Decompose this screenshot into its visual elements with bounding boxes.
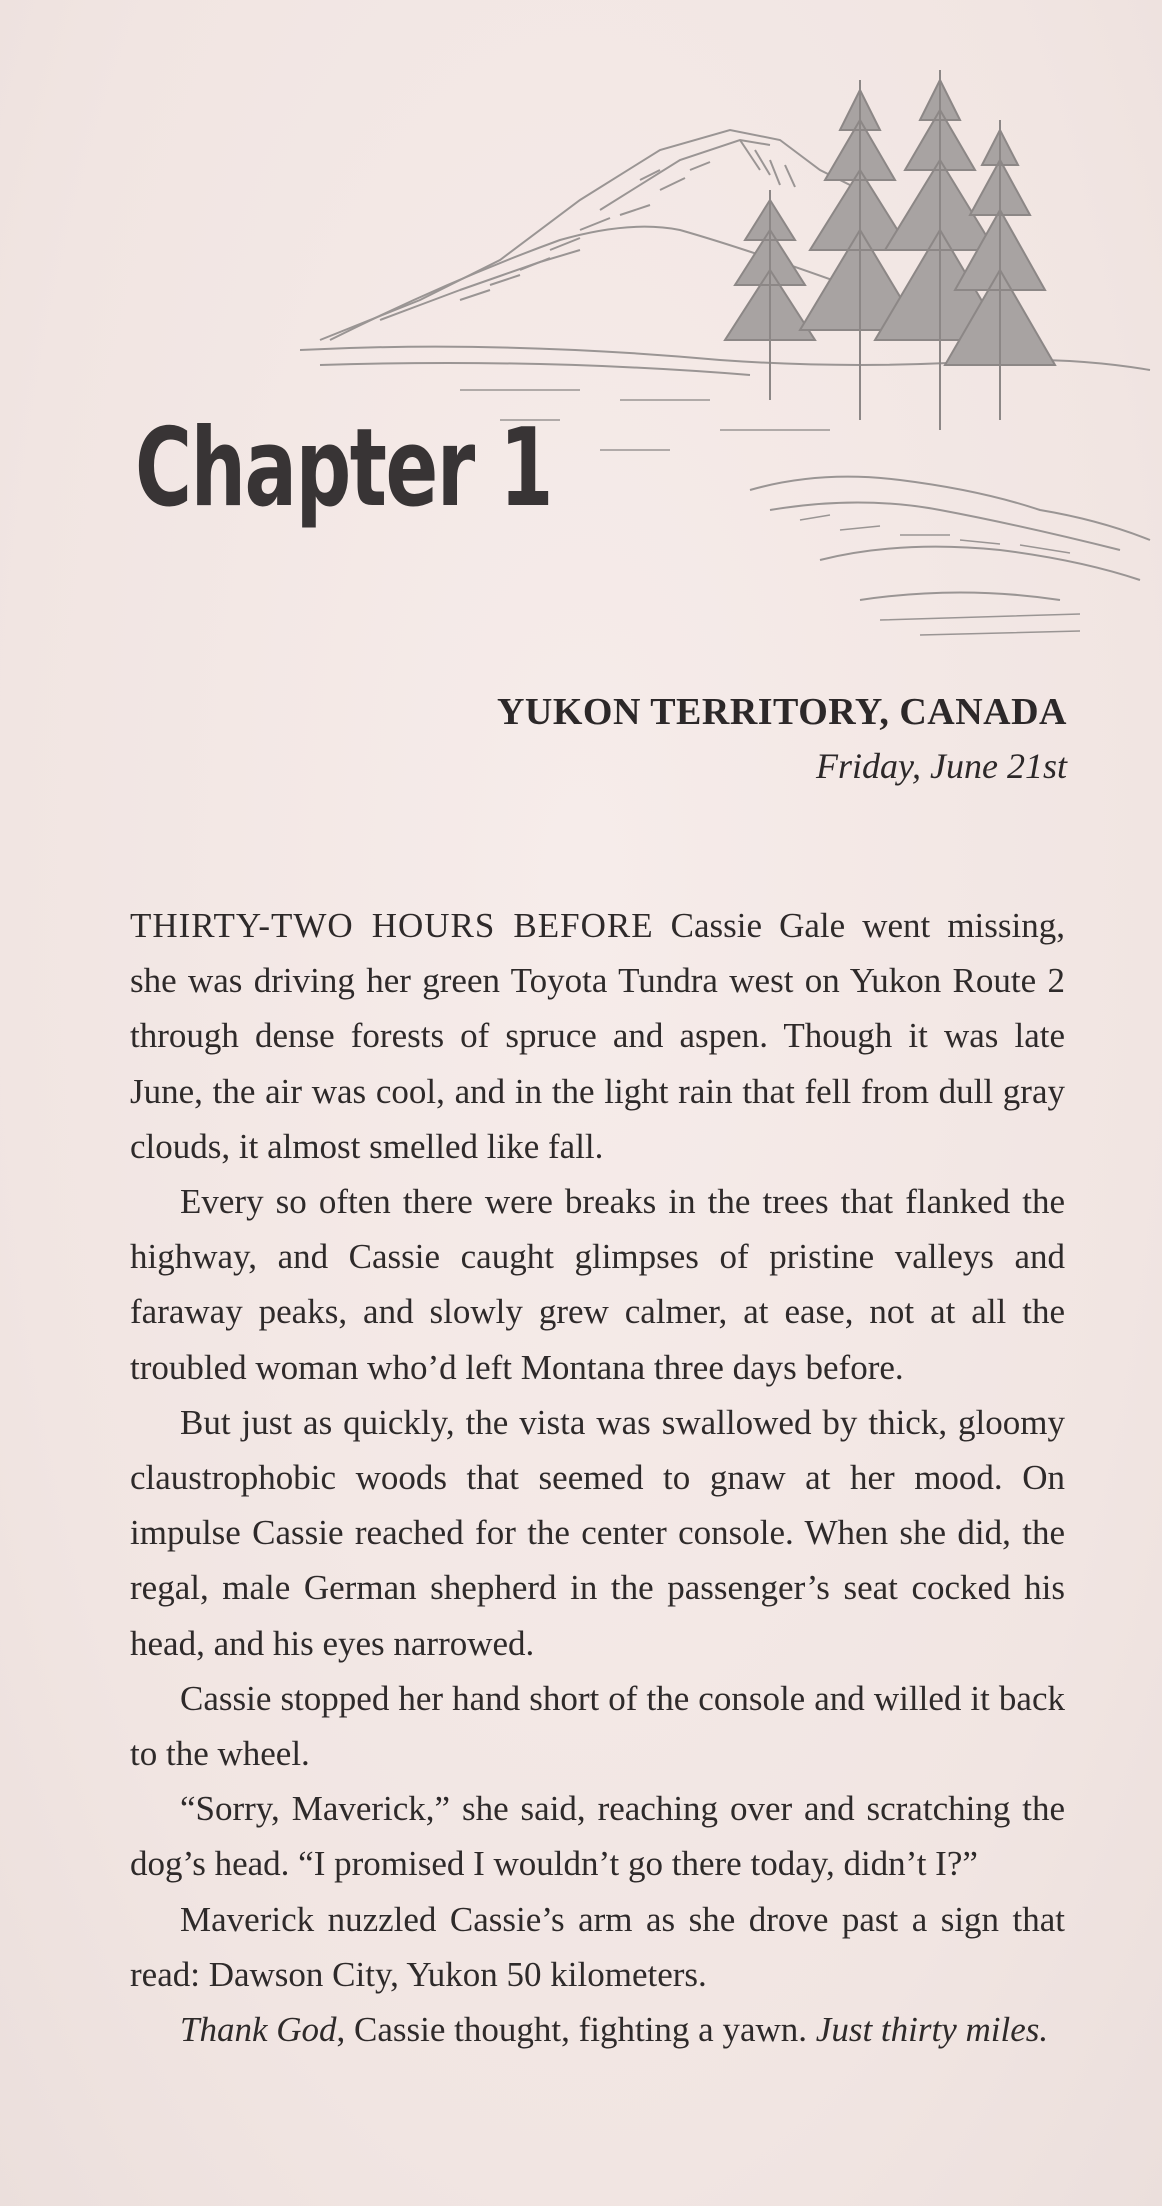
date-subheading: Friday, June 21st [816, 746, 1067, 786]
paragraph-1 [130, 898, 1065, 1174]
chapter-title: Chapter 1 [135, 406, 553, 531]
paragraph-1-text: Cassie Gale went missing, she was driving her green Toyota Tundra west on Yukon Route 2 through dense forests of spruce and aspen. Though it was late June, the air was cool, and in the light rain that fell from dull gray clouds, it almost smelled like fall. [130, 906, 1065, 1166]
mountain-lake-sketch-icon [300, 40, 1160, 640]
chapter-body [130, 898, 1065, 2057]
paragraph-2: Every so often there were breaks in the trees that flanked the highway, and Cassie caught glimpses of pristine valleys and faraway peaks, and slowly grew calmer, at ease, not at all the troubled woman who’d left Montana three days before. [130, 1182, 1065, 1387]
paragraph-6: Maverick nuzzled Cassie’s arm as she drove past a sign that read: Dawson City, Yukon 50 kilometers. [130, 1899, 1065, 1994]
paragraph-7 [130, 2002, 1065, 2057]
paragraph-7-text: , Cassie thought, fighting a yawn. [336, 2010, 816, 2050]
italic-thought-end: Just thirty miles. [815, 2010, 1049, 2050]
italic-thought: Thank God [180, 2010, 337, 2050]
opening-caps: THIRTY-TWO HOURS BEFORE [130, 906, 654, 945]
paragraph-5: “Sorry, Maverick,” she said, reaching over and scratching the dog’s head. “I promised I wouldn’t go there today, didn’t I?” [130, 1789, 1065, 1884]
paragraph-3: But just as quickly, the vista was swallowed by thick, gloomy claustrophobic woods that seemed to gnaw at her mood. On impulse Cassie reached for the center console. When she did, the regal, male German shepherd in the passenger’s seat cocked his head, and his eyes narrowed. [130, 1402, 1065, 1663]
location-heading: YUKON TERRITORY, CANADA [496, 691, 1067, 733]
paragraph-4: Cassie stopped her hand short of the console and willed it back to the wheel. [130, 1678, 1065, 1774]
